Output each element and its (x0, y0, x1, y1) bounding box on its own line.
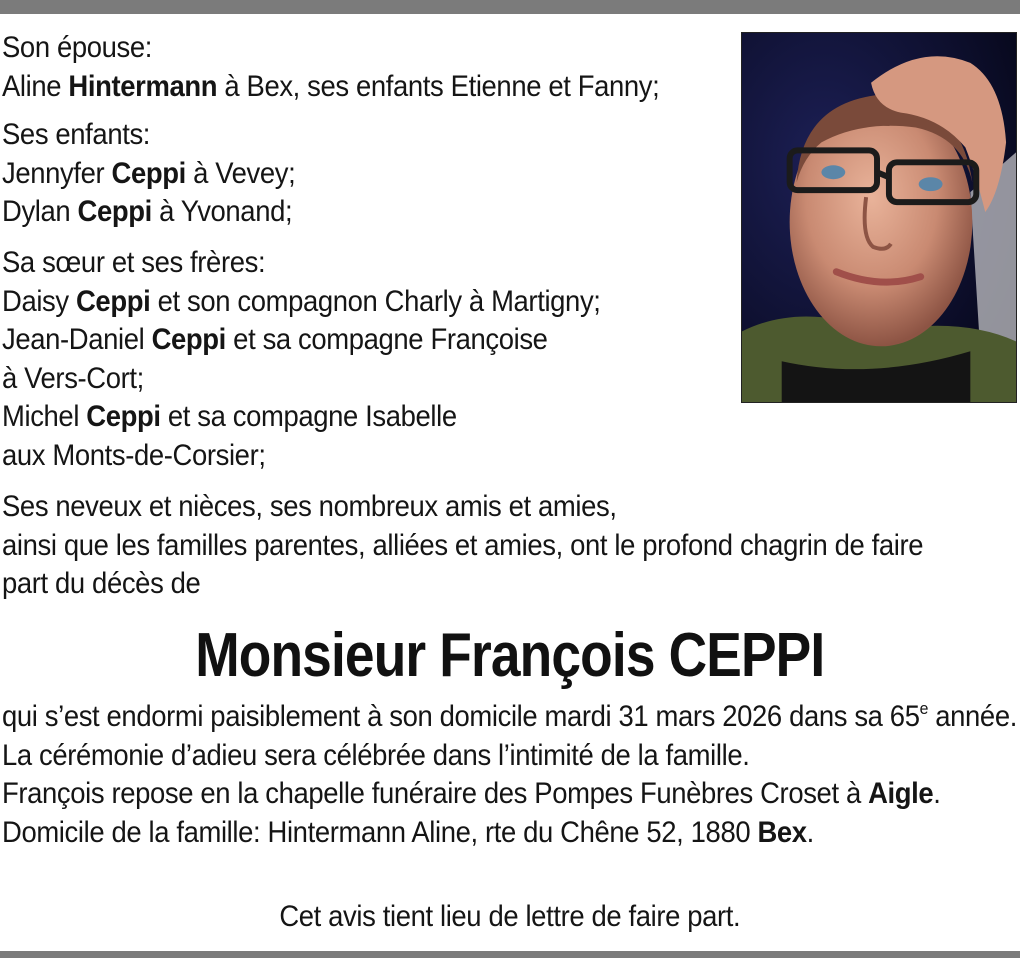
top-rule (0, 0, 1020, 14)
spouse-line (2, 68, 659, 107)
others-line: Ses neveux et nièces, ses nombreux amis et amies, (2, 490, 617, 523)
ordinal-suffix: e (919, 699, 929, 718)
sibling-surname: Ceppi (151, 323, 226, 356)
details-section (2, 698, 1020, 852)
portrait-image (742, 33, 1016, 402)
sibling-line (2, 283, 601, 322)
home-town: Bex (757, 815, 807, 849)
child-first-name: Jennyfer (2, 156, 112, 190)
spouse-detail: à Bex, ses enfants Etienne et Fanny; (217, 69, 660, 103)
siblings-heading: Sa sœur et ses frères: (2, 246, 266, 279)
sibling-detail: et son compagnon Charly à Martigny; (150, 284, 601, 318)
rest-text (2, 775, 1020, 814)
sibling-first-name: Daisy (2, 284, 76, 318)
passing-end: année. (928, 700, 1017, 733)
deceased-name (0, 620, 1020, 691)
child-line (2, 193, 295, 232)
others-line: ainsi que les familles parentes, alliées et amies, ont le profond chagrin de faire (2, 528, 924, 562)
sibling-first-name: Jean-Daniel (2, 323, 152, 356)
spouse-section (2, 29, 659, 106)
siblings-section (2, 244, 601, 475)
sibling-surname: Ceppi (75, 284, 151, 318)
passing-sentence: qui s’est endormi paisiblement à son domicile mardi 31 mars 2026 dans sa 65 (2, 700, 920, 733)
home-sentence: Domicile de la famille: Hintermann Aline, rte du Chêne 52, 1880 (2, 815, 758, 849)
spouse-heading: Son épouse: (2, 31, 152, 64)
bottom-rule (0, 951, 1020, 958)
spouse-surname: Hintermann (68, 69, 218, 103)
closing-text: Cet avis tient lieu de lettre de faire part. (279, 900, 741, 933)
child-surname: Ceppi (111, 156, 186, 190)
sibling-first-name: Michel (2, 400, 87, 433)
others-section (2, 488, 923, 604)
sibling-line: à Vers-Cort; (2, 361, 144, 395)
child-line (2, 155, 295, 194)
child-first-name: Dylan (2, 195, 78, 228)
ceremony-text: La cérémonie d’adieu sera célébrée dans l’intimité de la famille. (2, 738, 750, 772)
home-end: . (806, 815, 814, 849)
children-heading: Ses enfants: (2, 118, 151, 151)
rest-town: Aigle (868, 777, 934, 810)
rest-end: . (933, 777, 941, 810)
sibling-line (2, 398, 601, 437)
rest-sentence: François repose en la chapelle funéraire des Pompes Funèbres Croset à (2, 777, 869, 810)
deceased-name-text: Monsieur François CEPPI (195, 621, 825, 690)
children-section (2, 116, 295, 232)
portrait-photo (741, 32, 1017, 403)
child-detail: à Yvonand; (151, 195, 293, 228)
child-detail: à Vevey; (185, 156, 296, 190)
sibling-surname: Ceppi (86, 400, 161, 433)
sibling-detail: et sa compagne Françoise (225, 323, 548, 356)
sibling-detail: et sa compagne Isabelle (160, 400, 457, 433)
closing-note (0, 900, 1020, 934)
spouse-first-name: Aline (2, 69, 69, 103)
home-text (2, 814, 1020, 853)
child-surname: Ceppi (77, 195, 152, 228)
sibling-line (2, 321, 601, 360)
others-line: part du décès de (2, 567, 201, 600)
passing-text (2, 698, 1020, 737)
sibling-line: aux Monts-de-Corsier; (2, 438, 266, 472)
